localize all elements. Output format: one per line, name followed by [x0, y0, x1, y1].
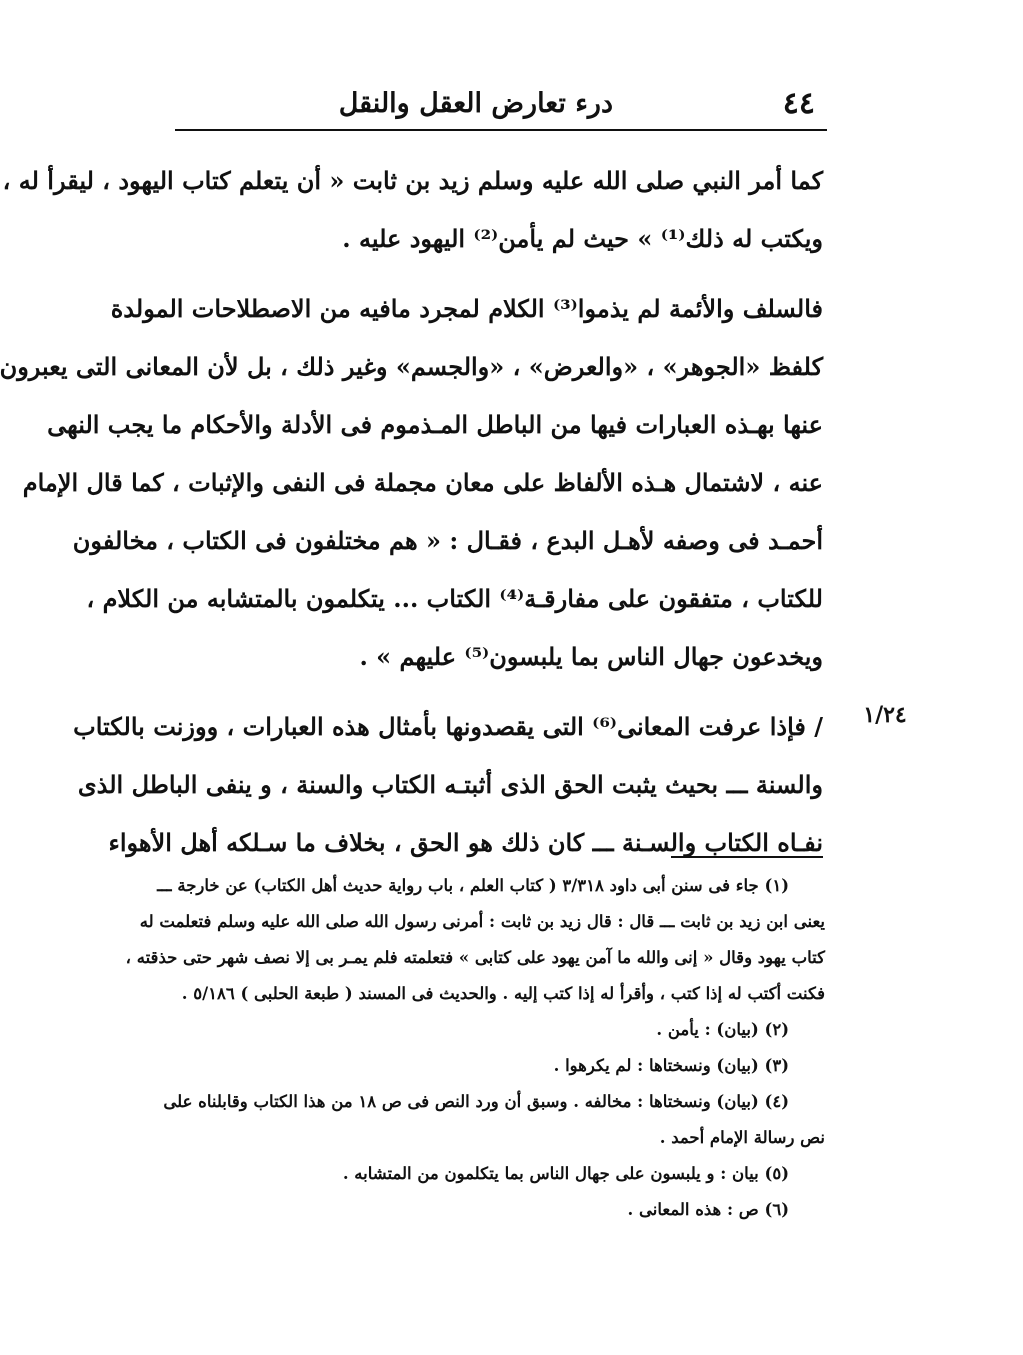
paragraph-gap	[179, 686, 823, 698]
margin-reference: ١/٢٤	[863, 702, 907, 728]
running-title: درء تعارض العقل والنقل	[338, 88, 613, 119]
body-line: ويخدعون جهال الناس بما يلبسون⁽⁵⁾ عليهم » .	[359, 642, 823, 671]
body-line: كلفظ «الجوهر» ، «والعرض» ، «والجسم» وغير ذلك ، بل لأن المعانى التى يعبرون	[0, 352, 823, 381]
footnote-line: كتاب يهود وقال « إنى والله ما آمن يهود على كتابى » فتعلمته فلم يمـر بى إلا نصف شهر حتى حذقته ،	[125, 948, 825, 967]
footnote-line: (٦) ص : هذه المعانى .	[627, 1200, 789, 1219]
body-line: نفـاه الكتاب والسـنة ـــ كان ذلك هو الحق ، بخلاف ما سـلكه أهل الأهواء	[108, 828, 823, 857]
page-header	[177, 78, 825, 124]
body-line: / فإذا عرفت المعانى⁽⁶⁾ التى يقصدونها بأمثال هذه العبارات ، ووزنت بالكتاب	[73, 712, 823, 741]
footnote-line: (٤) (بيان) ونسختاها : مخالفه . وسبق أن ورد النص فى ص ١٨ من هذا الكتاب وقابلناه على	[163, 1092, 789, 1111]
body-line: كما أمر النبي صلى الله عليه وسلم زيد بن ثابت « أن يتعلم كتاب اليهود ، ليقرأ له ،	[2, 166, 823, 195]
footnote-line: (٥) بيان : و يلبسون على جهال الناس بما يتكلمون من المتشابه .	[342, 1164, 789, 1183]
header-rule	[175, 129, 827, 131]
body-line: ويكتب له ذلك⁽¹⁾ » حيث لم يأمن⁽²⁾ اليهود عليه .	[342, 224, 823, 253]
body-line: أحمـد فى وصفه لأهـل البدع ، فقـال : « هم مختلفون فى الكتاب ، مخالفون	[72, 526, 823, 555]
footnotes	[125, 868, 825, 1228]
page-number: ٤٤	[782, 86, 815, 121]
footnote-line: (١) جاء فى سنن أبى داود ٣/٣١٨ ( كتاب العلم ، باب رواية حديث أهل الكتاب) عن خارجة ـــ	[157, 876, 789, 895]
footnote-line: (٣) (بيان) ونسختاها : لم يكرهوا .	[553, 1056, 789, 1075]
footnote-rule	[671, 856, 823, 858]
body-line: للكتاب ، متفقون على مفارقـة⁽⁴⁾ الكتاب ... يتكلمون بالمتشابه من الكلام ،	[86, 584, 823, 613]
body-line: فالسلف والأئمة لم يذموا⁽³⁾ الكلام لمجرد مافيه من الاصطلاحات المولدة	[110, 294, 823, 323]
body-line: عنها بهـذه العبارات فيها من الباطل المـذموم فى الأدلة والأحكام ما يجب النهى	[47, 410, 823, 439]
paragraph-gap	[179, 268, 823, 280]
body-line: والسنة ـــ بحيث يثبت الحق الذى أثبتـه الكتاب والسنة ، و ينفى الباطل الذى	[77, 770, 823, 799]
footnote-line: فكنت أكتب له إذا كتب ، وأقرأ له إذا كتب إليه . والحديث فى المسند ( طبعة الحلبى ) ٥/١٨٦ .	[181, 984, 825, 1003]
footnote-line: نص رسالة الإمام أحمد .	[659, 1128, 825, 1147]
main-text	[0, 152, 823, 872]
footnote-line: يعنى ابن زيد بن ثابت ـــ قال : قال زيد بن ثابت : أمرنى رسول الله صلى الله عليه وسلم فتعلمت له	[139, 912, 825, 931]
body-line: عنه ، لاشتمال هـذه الألفاظ على معان مجملة فى النفى والإثبات ، كما قال الإمام	[22, 468, 823, 497]
footnote-line: (٢) (بيان) : يأمن .	[656, 1020, 789, 1039]
